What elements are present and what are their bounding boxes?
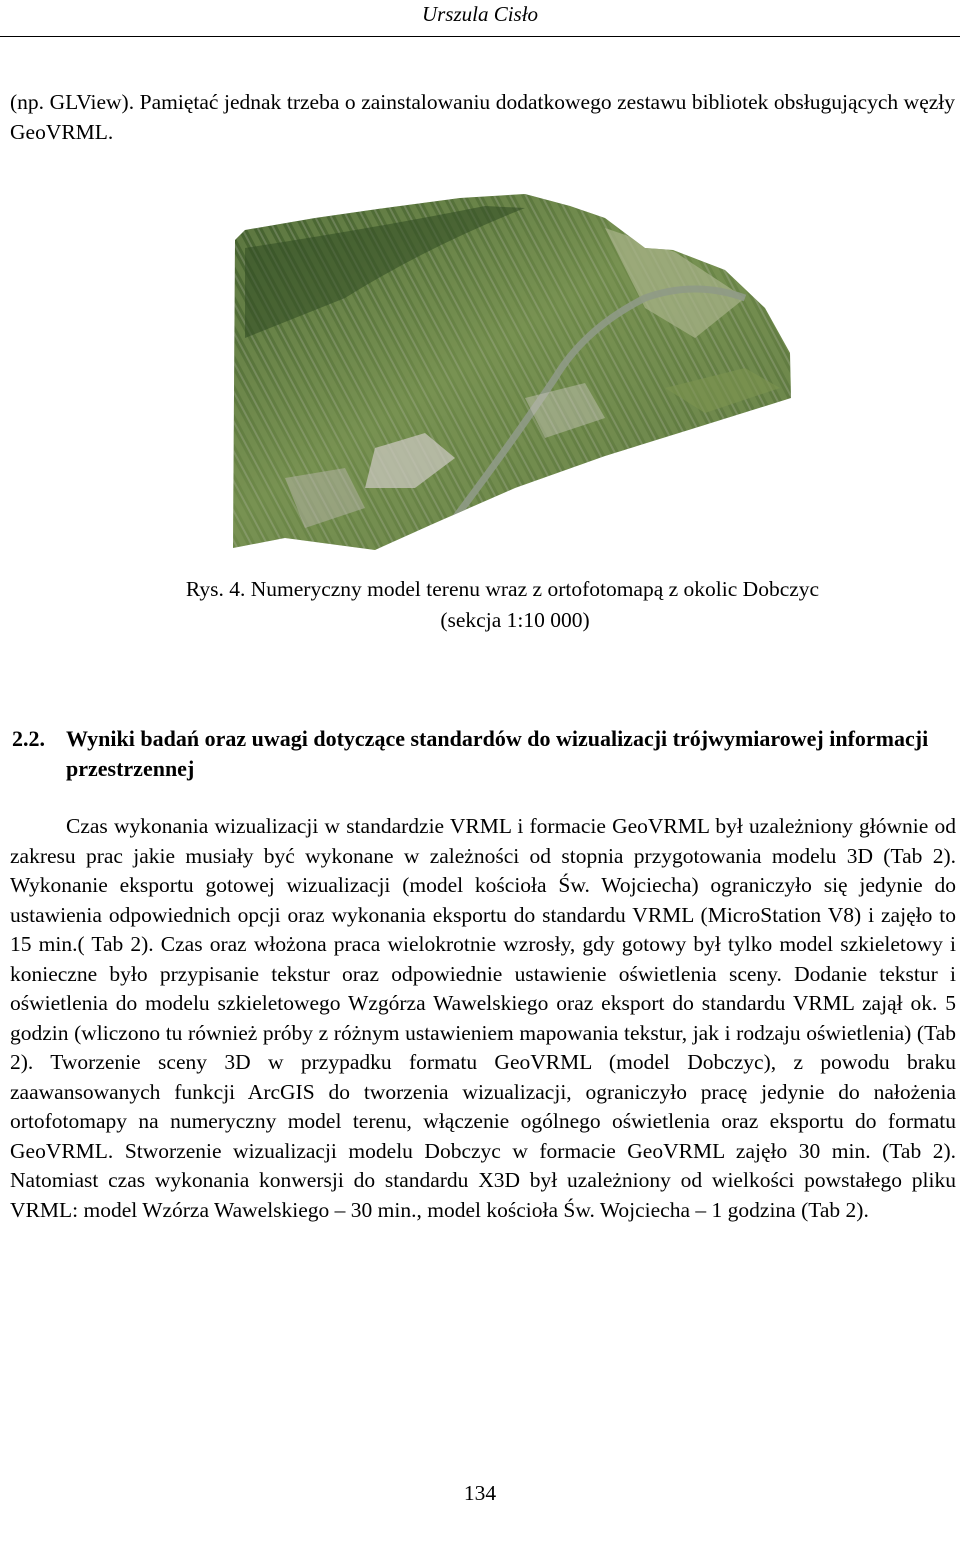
section-title: Wyniki badań oraz uwagi dotyczące standardów do wizualizacji trójwymiarowej informacji przestrzennej — [66, 726, 929, 781]
section-heading — [12, 724, 957, 784]
figure-terrain-model — [225, 188, 795, 558]
intro-paragraph: (np. GLView). Pamiętać jednak trzeba o zainstalowaniu dodatkowego zestawu bibliotek obsługujących węzły GeoVRML. — [10, 90, 955, 144]
body-paragraph: Czas wykonania wizualizacji w standardzie VRML i formacie GeoVRML był uzależniony głównie od zakresu prac jakie musiały być wykonane w zależności od stopnia przygotowania modelu 3D (Tab 2). Wykonanie eksportu gotowej wizualizacji (model kościoła Św. Wojciecha) ograniczyło się jedynie do ustawienia odpowiednich opcji oraz wykonania eksportu do standardu VRML (MicroStation V8) i zajęło to 15 min.( Tab 2). Czas oraz włożona praca wielokrotnie wzrosły, gdy gotowy był tylko model szkieletowy i konieczne było przypisanie tekstur oraz odpowiednie ustawienie oświetlenia sceny. Dodanie tekstur i oświetlenia do modelu szkieletowego Wzgórza Wawelskiego oraz eksport do standardu VRML zajął ok. 5 godzin (wliczono tu również próby z różnym ustawieniem mapowania tekstur, jak i rodzaju oświetlenia) (Tab 2). Tworzenie sceny 3D w przypadku formatu GeoVRML (model Dobczyc), z powodu braku zaawansowanych funkcji ArcGIS do tworzenia wizualizacji, ograniczyło pracę jedynie do nałożenia ortofotomapy na numeryczny model terenu, włączenie ogólnego oświetlenia oraz eksportu do formatu GeoVRML. Stworzenie wizualizacji modelu Dobczyc w formacie GeoVRML zajęło 30 min. (Tab 2). Natomiast czas wykonania konwersji do standardu X3D był uzależniony od wielkości powstałego pliku VRML: model Wzórza Wawelskiego – 30 min., model kościoła Św. Wojciecha – 1 godzina (Tab 2). — [10, 814, 956, 1222]
page-number: 134 — [463, 1481, 497, 1505]
terrain-orthophoto-image — [225, 188, 795, 558]
section-number: 2.2. — [12, 726, 45, 751]
caption-line-2: (sekcja 1:10 000) — [440, 608, 590, 632]
figure-caption — [0, 574, 960, 636]
header-rule — [0, 36, 960, 37]
running-header: Urszula Cisło — [421, 2, 539, 26]
caption-line-1: Rys. 4. Numeryczny model terenu wraz z ortofotomapą z okolic Dobczyc — [185, 577, 820, 601]
